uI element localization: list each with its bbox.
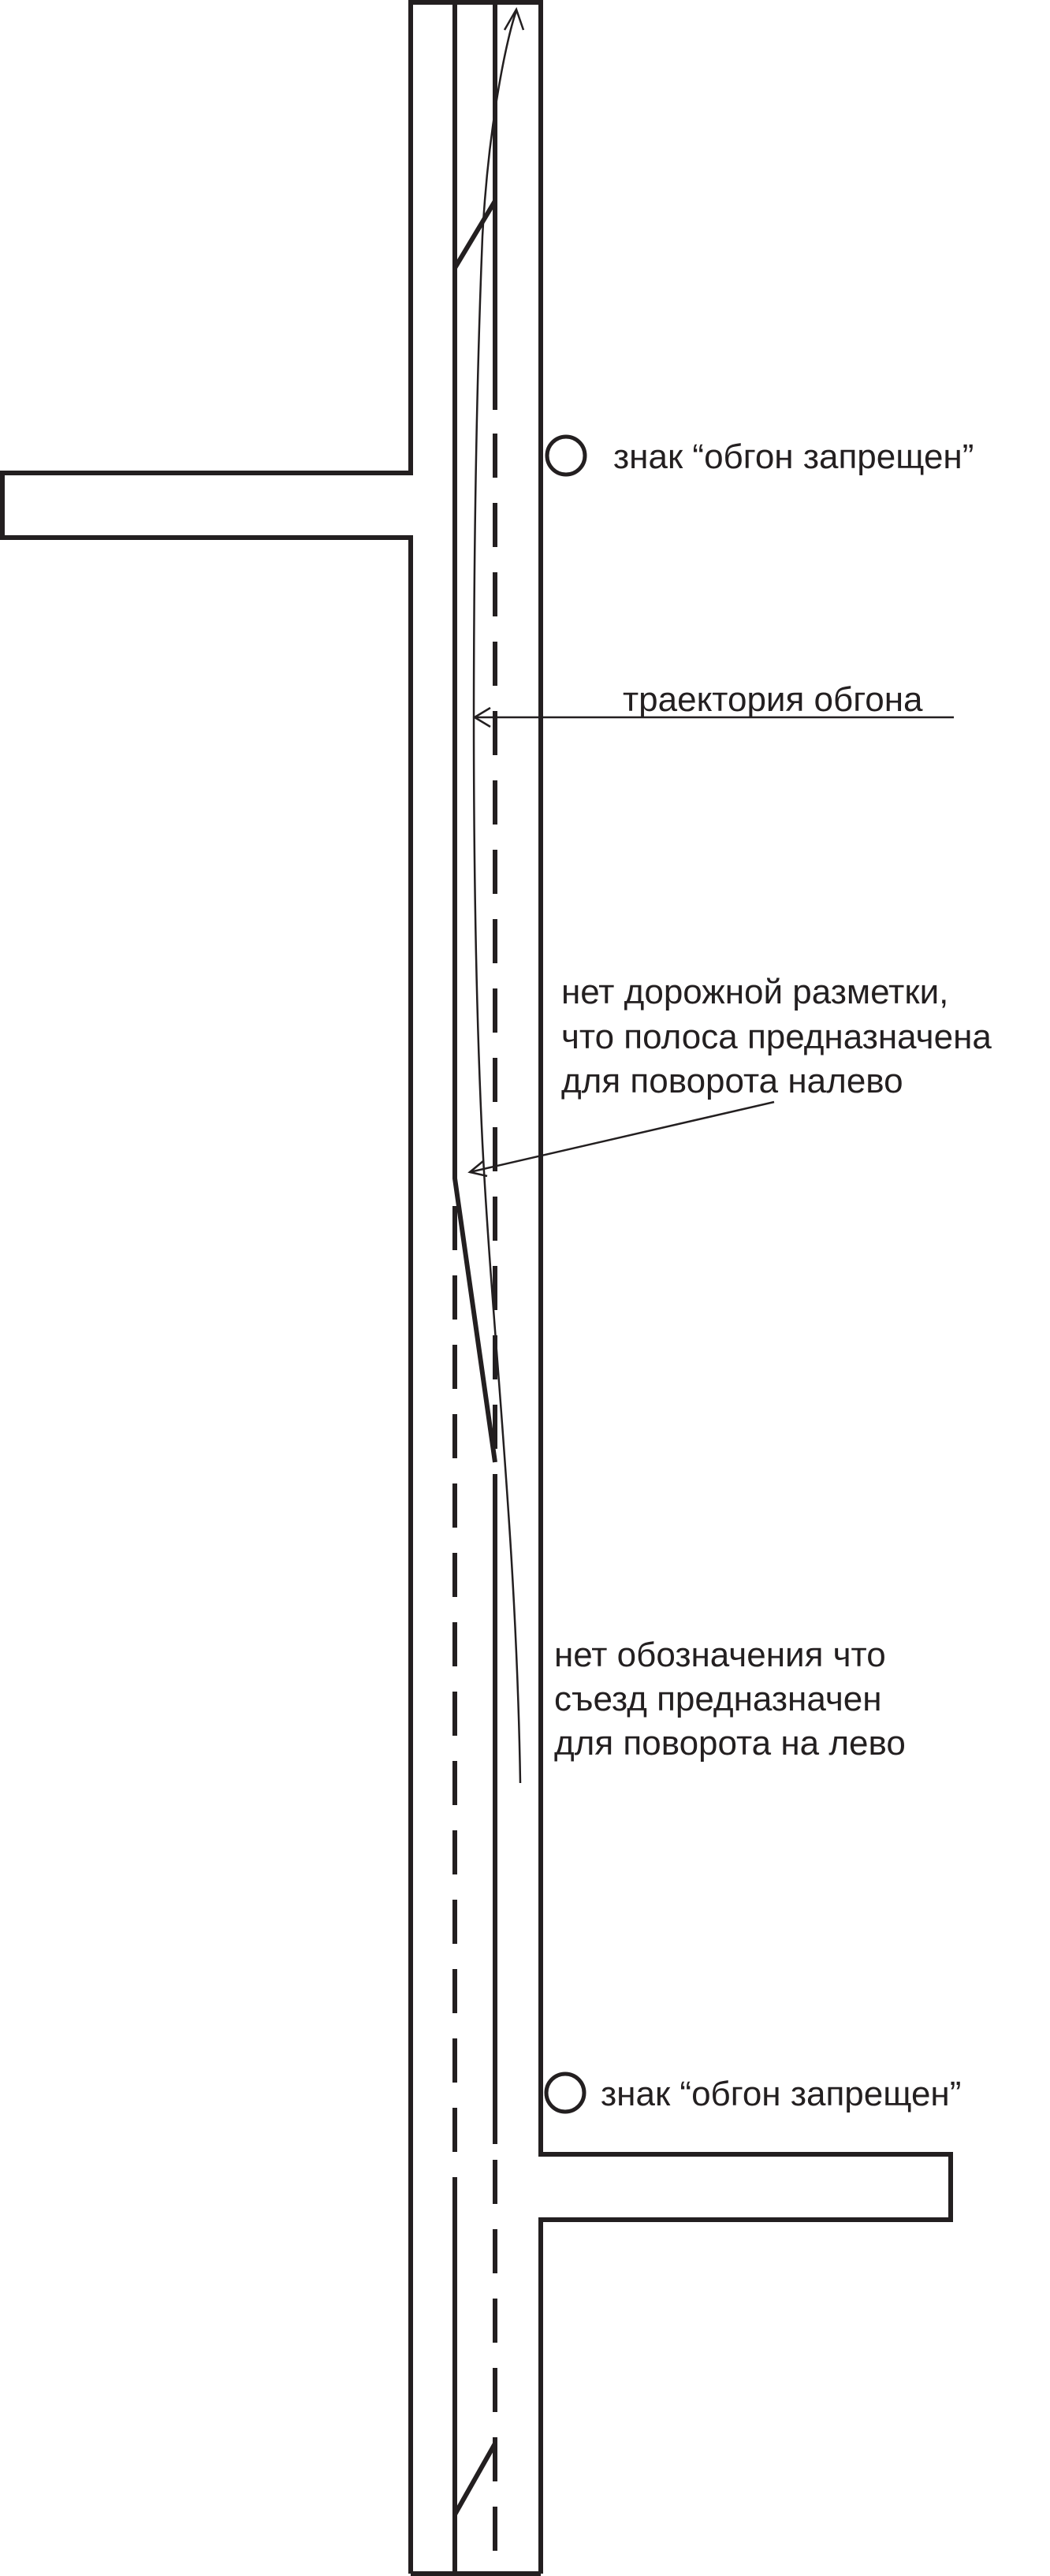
no-marking-leader-line bbox=[470, 1102, 774, 1172]
label-no-designation-line-2: съезд предназначен bbox=[554, 1680, 882, 1718]
road-left-edge bbox=[2, 0, 411, 2574]
road-right-edge bbox=[541, 0, 951, 2574]
lane-line-left-bottom-kink bbox=[455, 2444, 495, 2515]
label-no-designation-line-3: для поворота на лево bbox=[554, 1724, 906, 1763]
label-sign-bottom: знак “обгон запрещен” bbox=[601, 2075, 962, 2113]
label-sign-top: знак “обгон запрещен” bbox=[613, 437, 974, 476]
label-no-marking-line-3: для поворота налево bbox=[561, 1062, 903, 1100]
sign-no-overtaking-bottom bbox=[546, 2074, 584, 2112]
label-no-designation-line-1: нет обозначения что bbox=[554, 1636, 886, 1674]
label-no-marking-line-1: нет дорожной разметки, bbox=[561, 973, 949, 1011]
sign-no-overtaking-top bbox=[547, 437, 585, 475]
lane-line-left-upper bbox=[455, 0, 495, 268]
label-trajectory: траектория обгона bbox=[623, 680, 923, 719]
label-no-marking-line-2: что полоса предназначена bbox=[561, 1018, 992, 1056]
